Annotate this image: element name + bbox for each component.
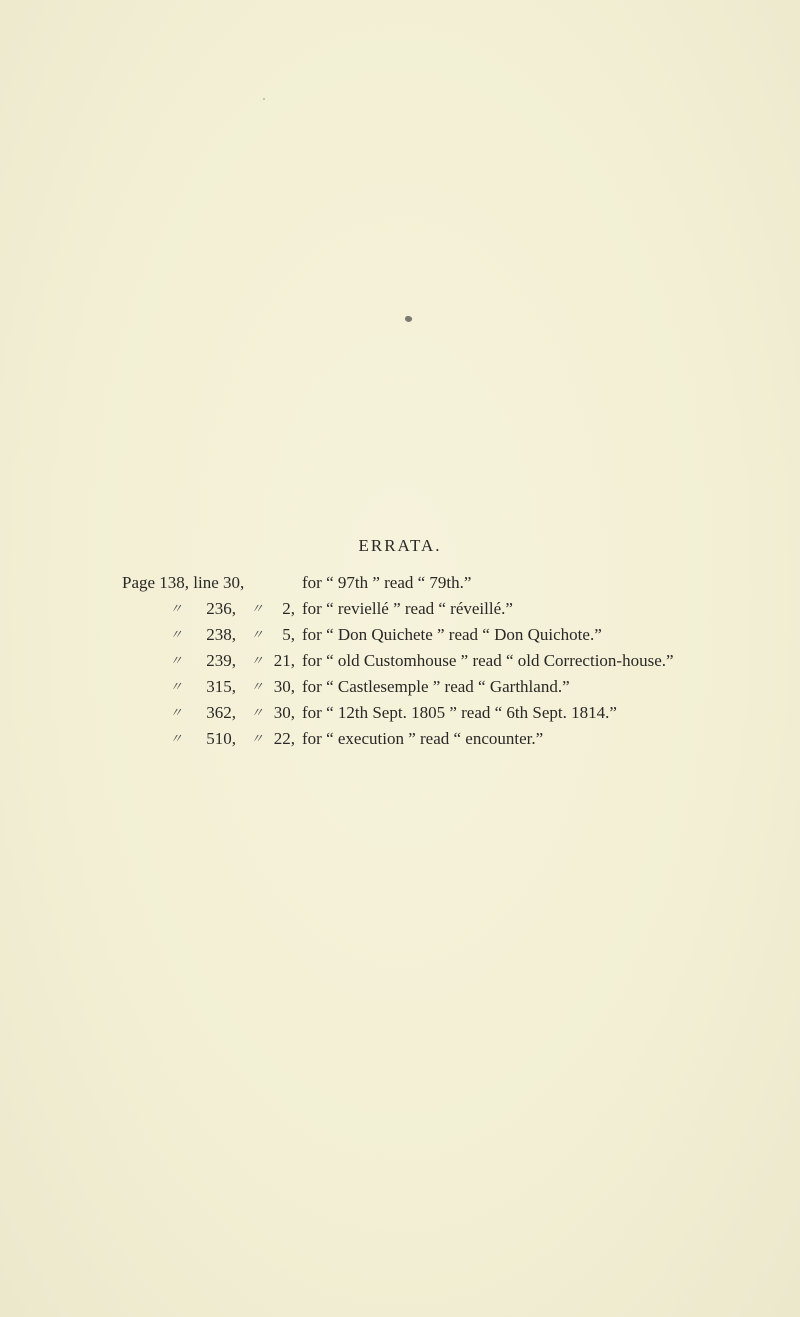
entry-correction: for “ Castlesemple ” read “ Garthland.”	[302, 677, 570, 696]
entry-correction: for “ 97th ” read “ 79th.”	[302, 573, 472, 592]
entry-line: 22,	[273, 729, 295, 748]
errata-list	[0, 570, 800, 752]
entry-page: 238,	[206, 625, 236, 644]
errata-entry	[0, 648, 800, 674]
entry-correction: for “ old Customhouse ” read “ old Correction-house.”	[302, 651, 674, 670]
entry-line: 30,	[273, 677, 295, 696]
entry-correction: for “ execution ” read “ encounter.”	[302, 729, 544, 748]
entry-line: 5,	[282, 625, 295, 644]
ditto-mark: 〃	[250, 653, 264, 668]
errata-entry	[0, 700, 800, 726]
ditto-mark: 〃	[250, 679, 264, 694]
errata-entry	[0, 674, 800, 700]
entry-correction: for “ reviellé ” read “ réveillé.”	[302, 599, 513, 618]
errata-title: ERRATA.	[358, 536, 442, 555]
errata-entry	[0, 726, 800, 752]
ditto-mark: 〃	[250, 627, 264, 642]
entry-page: 236,	[206, 599, 236, 618]
entry-page: 315,	[206, 677, 236, 696]
ditto-mark: 〃	[169, 653, 183, 668]
ditto-mark: 〃	[169, 731, 183, 746]
ditto-mark: 〃	[169, 601, 183, 616]
entry-correction: for “ 12th Sept. 1805 ” read “ 6th Sept. 1814.”	[302, 703, 617, 722]
ditto-mark: 〃	[169, 679, 183, 694]
ditto-mark: 〃	[169, 627, 183, 642]
entry-line: 30,	[273, 703, 295, 722]
errata-entry	[0, 570, 800, 596]
errata-entry	[0, 596, 800, 622]
ink-speck	[404, 315, 413, 323]
entry-line: 21,	[273, 651, 295, 670]
ditto-mark: 〃	[250, 705, 264, 720]
entry-page: 239,	[206, 651, 236, 670]
ditto-mark: 〃	[250, 601, 264, 616]
entry-page-line: Page 138, line 30,	[122, 573, 245, 592]
paper-dot	[263, 98, 265, 100]
entry-page: 510,	[206, 729, 236, 748]
ditto-mark: 〃	[250, 731, 264, 746]
entry-line: 2,	[282, 599, 295, 618]
errata-entry	[0, 622, 800, 648]
entry-correction: for “ Don Quichete ” read “ Don Quichote.”	[302, 625, 602, 644]
entry-page: 362,	[206, 703, 236, 722]
ditto-mark: 〃	[169, 705, 183, 720]
